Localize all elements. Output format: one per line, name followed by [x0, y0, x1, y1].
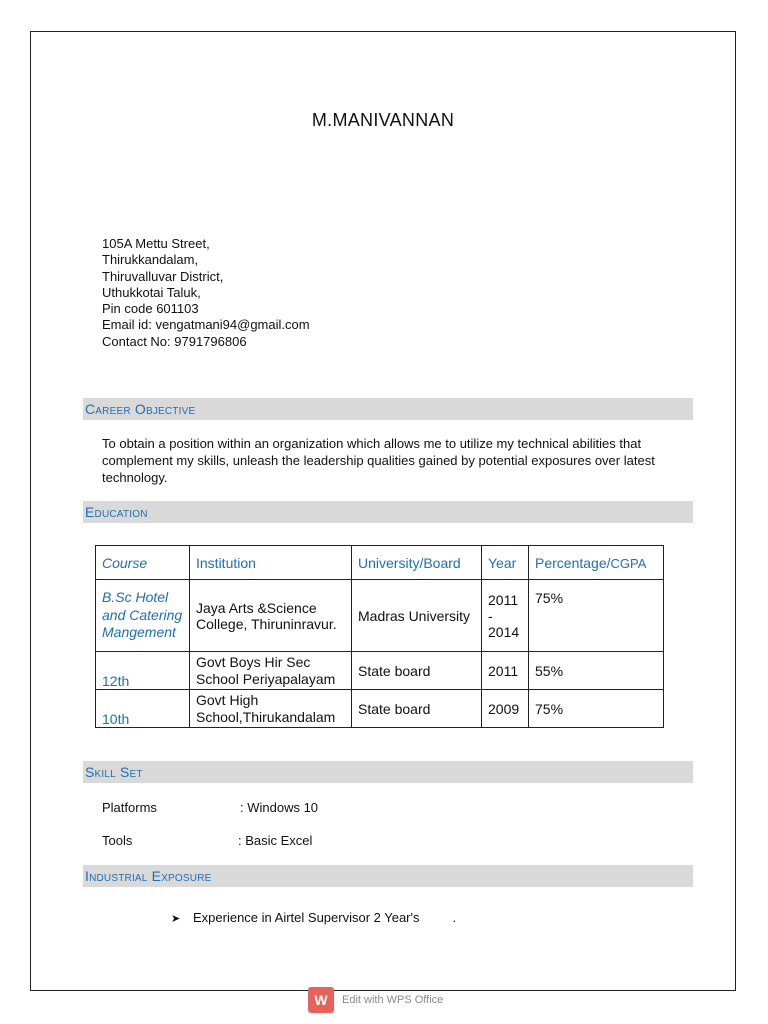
year-cell: 2009	[482, 690, 529, 728]
skill-row-tools	[102, 833, 313, 848]
arrow-bullet-icon: ➤	[171, 913, 181, 925]
section-title: Career Objective	[85, 401, 196, 417]
contact-line: Contact No: 9791796806	[102, 333, 247, 349]
course-cell: 10th	[96, 690, 190, 728]
address-block	[102, 236, 310, 350]
experience-item	[171, 910, 456, 925]
percentage-label: Percentage/	[535, 554, 611, 571]
institution-cell: Govt Boys Hir Sec School Periyapalayam	[190, 652, 352, 690]
skill-label: Platforms	[102, 800, 157, 815]
address-line: 105A Mettu Street,	[102, 236, 210, 251]
percentage-cell: 75%	[529, 690, 664, 728]
address-line: Thirukkandalam,	[102, 252, 199, 268]
skill-value: : Basic Excel	[238, 833, 313, 848]
wps-edit-banner[interactable]	[308, 987, 443, 1013]
education-heading	[83, 501, 693, 523]
year-start: 2011	[488, 591, 519, 608]
cgpa-label: CGPA	[610, 555, 647, 571]
table-row	[96, 580, 664, 652]
skill-value: : Windows 10	[240, 800, 319, 815]
column-header-board: University/Board	[352, 546, 482, 580]
industrial-exposure-heading	[83, 865, 693, 887]
board-cell: Madras University	[352, 580, 482, 652]
skill-row-platforms	[102, 800, 319, 815]
institution-cell: Govt High School,Thirukandalam	[190, 690, 352, 728]
column-header-course: Course	[96, 546, 190, 580]
wps-logo-icon: W	[308, 987, 334, 1013]
address-line: Pin code 601103	[102, 301, 199, 317]
course-cell: 12th	[96, 652, 190, 690]
course-cell: B.Sc Hotel and Catering Mangement	[96, 580, 190, 652]
address-line: Uthukkotai Taluk,	[102, 284, 201, 300]
resume-page	[30, 31, 736, 991]
year-cell: 2011	[482, 652, 529, 690]
table-row	[96, 652, 664, 690]
skill-label: Tools	[102, 833, 133, 848]
wps-edit-link[interactable]: Edit with WPS Office	[342, 994, 444, 1006]
address-line: Thiruvalluvar District,	[102, 268, 224, 284]
section-title: Education	[85, 504, 148, 520]
column-header-institution: Institution	[190, 546, 352, 580]
career-objective-text: To obtain a position within an organization which allows me to utilize my technical abilities that complement my skills, unleash the leadership qualities gained by potential exposures over latest technology.	[102, 436, 655, 485]
trailing-period: .	[452, 910, 457, 925]
experience-text: Experience in Airtel Supervisor 2 Year's	[193, 910, 420, 925]
education-table	[95, 545, 664, 728]
section-title: Skill Set	[85, 764, 143, 780]
career-objective-heading	[83, 398, 693, 420]
institution-cell: Jaya Arts &Science College, Thiruninravur.	[190, 580, 352, 652]
table-row	[96, 690, 664, 728]
email-line: Email id: vengatmani94@gmail.com	[102, 317, 310, 333]
column-header-percentage	[529, 546, 664, 580]
percentage-cell: 55%	[529, 652, 664, 690]
percentage-cell: 75%	[529, 580, 664, 652]
skill-set-heading	[83, 761, 693, 783]
board-cell: State board	[352, 690, 482, 728]
year-end: 2014	[488, 623, 520, 640]
candidate-name: M.MANIVANNAN	[311, 110, 455, 130]
section-title: Industrial Exposure	[85, 868, 212, 884]
table-header-row	[96, 546, 664, 580]
year-dash: -	[488, 607, 493, 624]
column-header-year: Year	[482, 546, 529, 580]
year-cell	[482, 580, 529, 652]
board-cell: State board	[352, 652, 482, 690]
